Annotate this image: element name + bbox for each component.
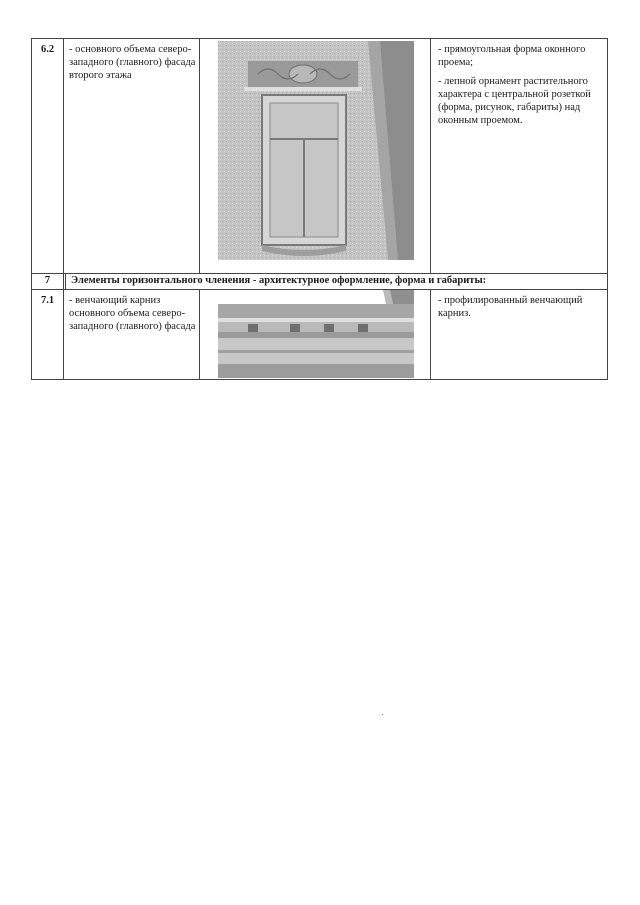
window-photo — [218, 41, 414, 260]
row-number: 6.2 — [32, 39, 64, 273]
scan-speck — [382, 714, 383, 715]
note-line: - лепной орнамент растительного характера с центральной розеткой (форма, рисунок, габариты) над оконным проемом. — [438, 76, 591, 126]
row-number: 7.1 — [32, 290, 64, 379]
row-number: 7 — [32, 274, 64, 289]
row-description: - венчающий карниз основного объема северо- западного (главного) фасада — [65, 290, 200, 379]
row-notes — [432, 290, 607, 379]
photo-cell — [201, 39, 431, 273]
section-title: Элементы горизонтального членения - архитектурное оформление, форма и габариты: — [65, 274, 607, 289]
cornice-photo-drawing — [218, 290, 414, 378]
table-row — [31, 289, 608, 380]
note-line: - прямоугольная форма оконного проема; — [438, 44, 586, 68]
window-photo-drawing — [218, 41, 414, 260]
table-row — [31, 38, 608, 273]
row-notes — [432, 39, 607, 273]
note-line: - профилированный венчающий карниз. — [438, 295, 583, 319]
document-table — [31, 38, 608, 380]
section-row — [31, 273, 608, 289]
cornice-photo — [218, 290, 414, 378]
row-description: - основного объема северо- западного (главного) фасада второго этажа — [65, 39, 200, 273]
photo-cell — [201, 290, 431, 379]
